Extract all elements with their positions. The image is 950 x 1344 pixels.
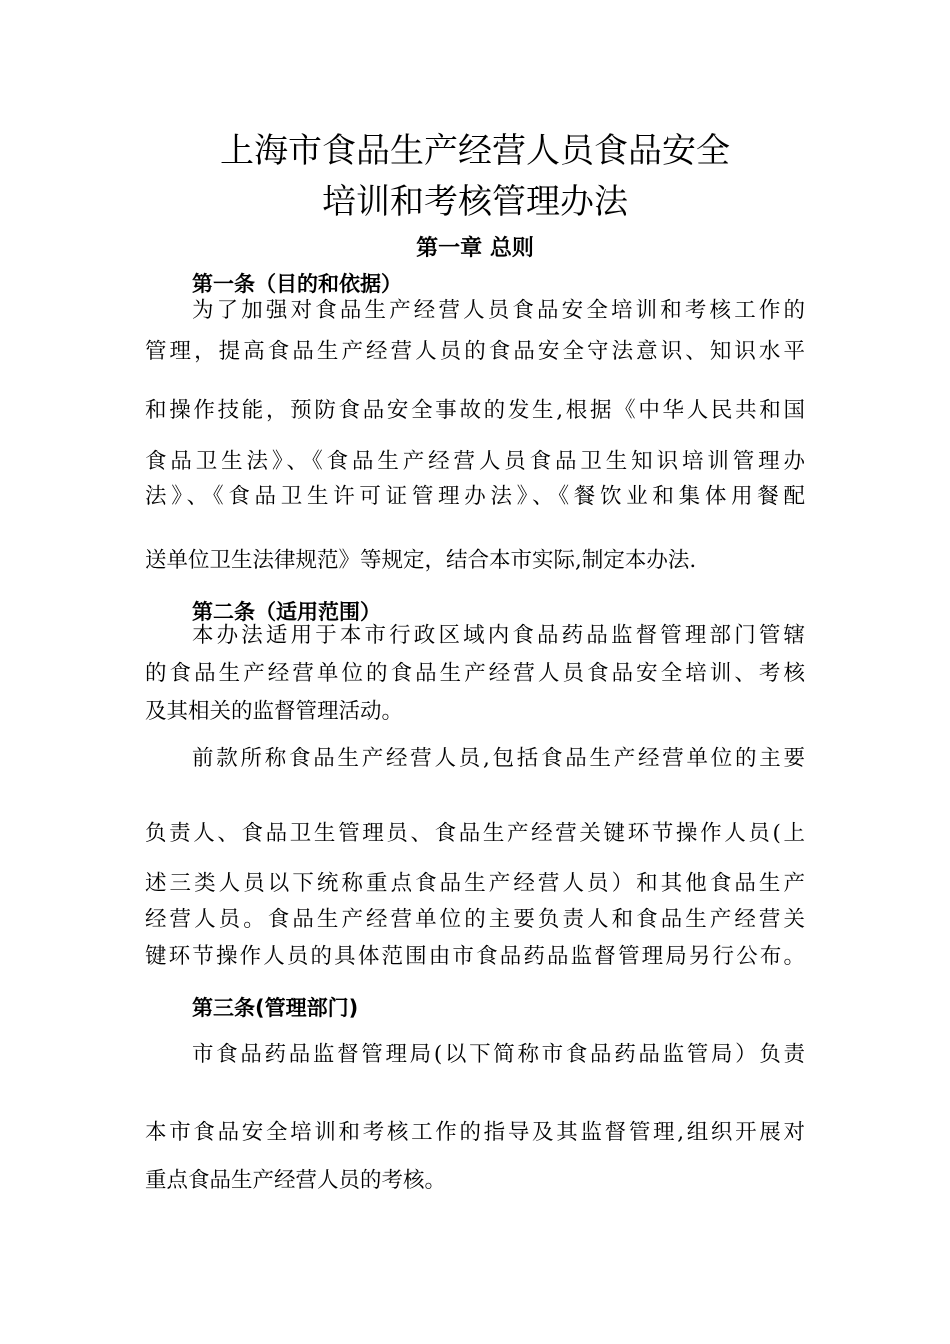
- article-1-line: 和操作技能，预防食品安全事故的发生,根据《中华人民共和国: [145, 398, 805, 423]
- article-1-line: 为了加强对食品生产经营人员食品安全培训和考核工作的: [192, 298, 805, 323]
- document-title-line-1: 上海市食品生产经营人员食品安全: [220, 131, 730, 171]
- article-3-line: 市食品药品监督管理局(以下简称市食品药品监管局）负责: [192, 1042, 805, 1067]
- article-1-line: 送单位卫生法律规范》等规定，结合本市实际,制定本办法.: [145, 548, 697, 573]
- article-2-line: 的食品生产经营单位的食品生产经营人员食品安全培训、考核: [145, 661, 805, 686]
- document-title-line-2: 培训和考核管理办法: [322, 182, 628, 222]
- article-1-line: 管理，提高食品生产经营人员的食品安全守法意识、知识水平: [145, 339, 805, 364]
- article-2-line: 本办法适用于本市行政区域内食品药品监督管理部门管辖: [192, 623, 805, 648]
- article-2-line: 经营人员。食品生产经营单位的主要负责人和食品生产经营关: [145, 907, 805, 932]
- article-2-line: 及其相关的监督管理活动。: [145, 699, 404, 724]
- chapter-heading: 第一章 总则: [416, 236, 534, 261]
- article-1-line: 法》、《食品卫生许可证管理办法》、《餐饮业和集体用餐配: [145, 484, 805, 509]
- article-2-line: 负责人、食品卫生管理员、食品生产经营关键环节操作人员(上: [145, 821, 805, 846]
- article-3-heading: 第三条(管理部门): [192, 996, 359, 1020]
- article-3-line: 本市食品安全培训和考核工作的指导及其监督管理,组织开展对: [145, 1120, 805, 1145]
- article-1-heading: 第一条（目的和依据）: [192, 272, 402, 296]
- article-2-line: 键环节操作人员的具体范围由市食品药品监督管理局另行公布。: [145, 944, 805, 969]
- article-2-line: 前款所称食品生产经营人员,包括食品生产经营单位的主要: [192, 746, 805, 771]
- article-2-heading: 第二条（适用范围）: [192, 600, 381, 624]
- article-3-line: 重点食品生产经营人员的考核。: [145, 1168, 447, 1193]
- article-1-line: 食品卫生法》、《食品生产经营人员食品卫生知识培训管理办: [145, 449, 805, 474]
- article-2-line: 述三类人员以下统称重点食品生产经营人员）和其他食品生产: [145, 871, 805, 896]
